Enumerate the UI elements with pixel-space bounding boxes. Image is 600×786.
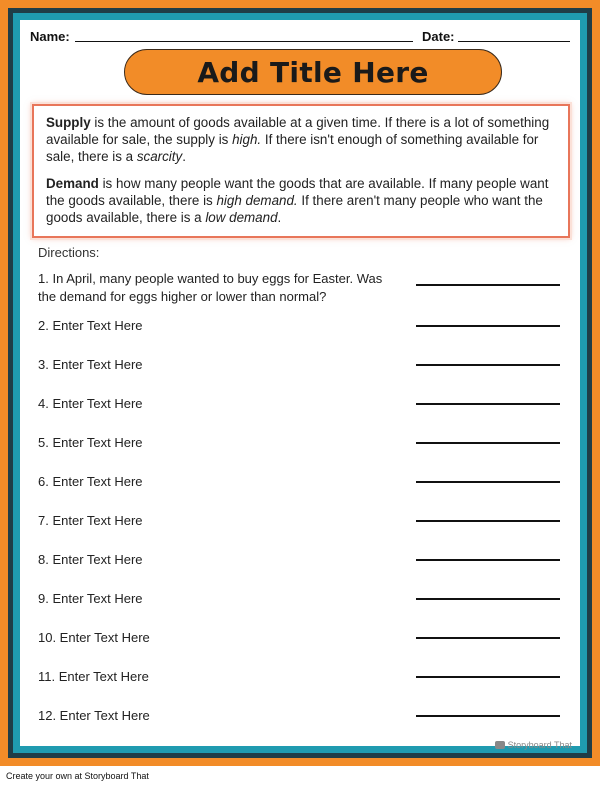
question-10: 10. Enter Text Here: [38, 630, 150, 645]
supply-text-3: .: [182, 149, 186, 164]
question-6: 6. Enter Text Here: [38, 474, 143, 489]
question-4: 4. Enter Text Here: [38, 396, 143, 411]
answer-line-1[interactable]: [416, 284, 560, 286]
question-3: 3. Enter Text Here: [38, 357, 143, 372]
name-field[interactable]: [75, 41, 413, 42]
demand-text-1: is how many people want the goods that are available. If many people want the goods available, there is: [46, 176, 549, 208]
answer-line-6[interactable]: [416, 481, 560, 483]
name-label: Name:: [30, 29, 70, 44]
demand-term: Demand: [46, 176, 99, 191]
answer-line-9[interactable]: [416, 598, 560, 600]
answer-line-11[interactable]: [416, 676, 560, 678]
question-11: 11. Enter Text Here: [38, 669, 149, 684]
answer-line-8[interactable]: [416, 559, 560, 561]
watermark-text: Storyboard That: [507, 740, 572, 750]
supply-term: Supply: [46, 115, 91, 130]
footer-credit[interactable]: Create your own at Storyboard That: [6, 771, 149, 781]
answer-line-10[interactable]: [416, 637, 560, 639]
storyboard-watermark: [495, 740, 572, 750]
question-9: 9. Enter Text Here: [38, 591, 143, 606]
supply-text-2: If there isn't enough of something available for sale, there is a: [46, 132, 539, 164]
date-field[interactable]: [458, 41, 570, 42]
question-2: 2. Enter Text Here: [38, 318, 143, 333]
answer-line-3[interactable]: [416, 364, 560, 366]
question-12: 12. Enter Text Here: [38, 708, 150, 723]
storyboard-logo-icon: [495, 741, 505, 749]
definition-box: [32, 104, 570, 238]
page-title[interactable]: Add Title Here: [197, 55, 429, 89]
supply-paragraph: [46, 114, 560, 165]
question-7: 7. Enter Text Here: [38, 513, 143, 528]
answer-line-4[interactable]: [416, 403, 560, 405]
question-1: 1. In April, many people wanted to buy eggs for Easter. Was the demand for eggs higher or lower than normal?: [38, 271, 383, 304]
answer-line-2[interactable]: [416, 325, 560, 327]
question-8: 8. Enter Text Here: [38, 552, 143, 567]
demand-emph-1: high demand.: [216, 193, 298, 208]
answer-line-7[interactable]: [416, 520, 560, 522]
demand-emph-2: low demand: [205, 210, 278, 225]
demand-text-3: .: [277, 210, 282, 225]
answer-line-5[interactable]: [416, 442, 560, 444]
demand-text-2: If there aren't many people who want the goods available, there is a: [46, 193, 543, 225]
demand-paragraph: [46, 175, 560, 226]
worksheet-page: [20, 20, 580, 750]
supply-emph-2: scarcity: [136, 149, 183, 164]
question-5: 5. Enter Text Here: [38, 435, 143, 450]
title-banner: [124, 49, 502, 95]
answer-line-12[interactable]: [416, 715, 560, 717]
supply-emph-1: high.: [232, 132, 262, 147]
directions-label: Directions:: [38, 245, 100, 260]
date-label: Date:: [422, 29, 455, 44]
supply-text-1: is the amount of goods available at a given time. If there is a lot of something available for sale, the supply is: [46, 115, 550, 147]
